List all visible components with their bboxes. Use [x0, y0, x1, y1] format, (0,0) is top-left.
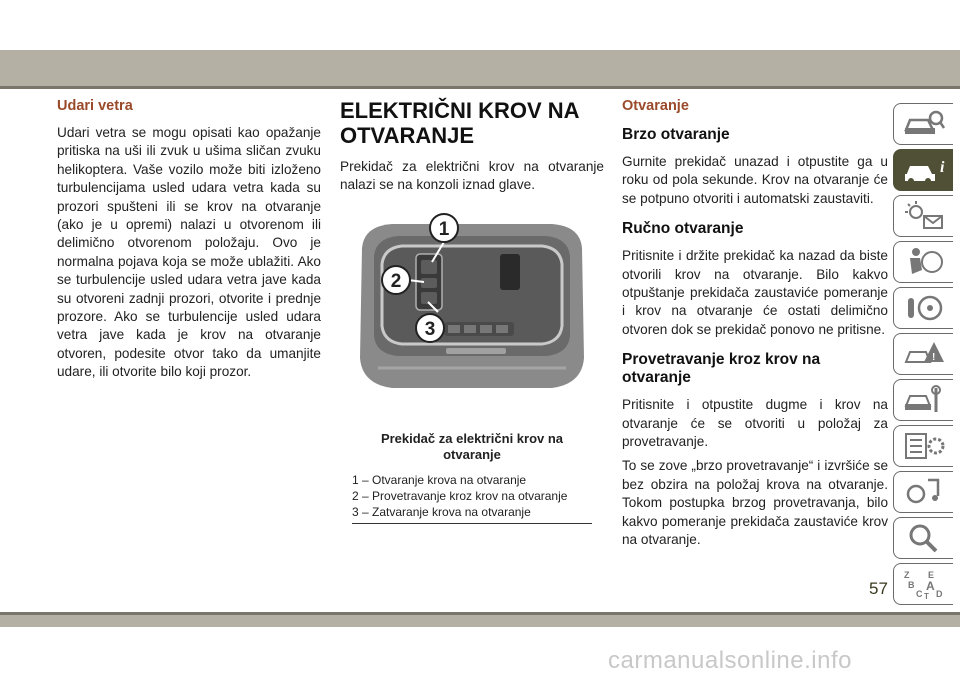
svg-text:3: 3: [424, 319, 436, 340]
sunroof-switch-figure: [352, 208, 590, 418]
figure-legend: [352, 472, 592, 520]
svg-text:2: 2: [390, 271, 402, 292]
tab-car-info[interactable]: [893, 149, 953, 191]
vent-text-1: Pritisnite i otpustite dugme i krov na otvaranje će se otvoriti u položaj za provetravanje.: [622, 397, 888, 450]
car-search-icon: [902, 108, 946, 140]
svg-text:B: B: [908, 580, 915, 590]
column-3: [622, 98, 888, 556]
chapter-tabs: [893, 103, 960, 609]
car-warning-icon: [902, 338, 946, 370]
bottom-band: [0, 615, 960, 627]
tab-steering-wheel[interactable]: [893, 287, 953, 329]
svg-text:T: T: [924, 592, 929, 600]
legend-item: 2 – Provetravanje kroz krov na otvaranje: [352, 489, 568, 503]
caption-line-1: Prekidač za električni krov na: [380, 431, 564, 446]
legend-item: 3 – Zatvaranje krova na otvaranje: [352, 505, 531, 519]
svg-text:1: 1: [438, 219, 450, 240]
tab-light-message[interactable]: [893, 195, 953, 237]
tab-car-warning[interactable]: [893, 333, 953, 375]
callout-1: [430, 214, 458, 242]
music-navigation-icon: [902, 476, 946, 508]
subheading-express-open: Brzo otvaranje: [622, 126, 730, 143]
callout-3: [416, 314, 444, 342]
column-2: [340, 98, 604, 201]
subheading-manual-open: Ručno otvaranje: [622, 220, 744, 238]
svg-text:E: E: [928, 570, 935, 580]
wind-buffeting-text: Udari vetra se mogu opisati kao opažanje pritiska na uši ili zvuk u ušima sličan zvuku helikoptera. Vaše vozilo može biti izloženo turbulencijama usled udara vetra kada su prozori spušteni ili se krov na otvaranje (ako je u opremi) nalazi u otvorenom ili delimično otvorenom položaju. Ovo je normalna pojava koja se može ublažiti. Ako se turbulencije usled udara vetra jave kada su otvoreni zadnji prozori, otvorite i prednje prozore. Ako se turbulencije usled udara vetra jave kada je krov na otvaranje otvoren, podesite otvor tako da umanjite udare, ili otvorite bilo koji prozor.: [57, 125, 321, 380]
index-letters-icon: [902, 568, 946, 600]
column-1: [57, 98, 321, 388]
manual-open-text: Pritisnite i držite prekidač ka nazad da biste otvorili krov na otvaranje. Bilo kakvo otpuštanje prekidača zaustaviće pomeranje i krov na otvaranje će ostati delimično otvoren dok se prekidač ponovo ne pritisne.: [622, 248, 888, 337]
svg-text:C: C: [916, 589, 923, 599]
caption-line-2: otvaranje: [443, 447, 501, 462]
page-number: 57: [869, 579, 888, 598]
legend-rule: [352, 523, 592, 524]
express-open-text: Gurnite prekidač unazad i otpustite ga u roku od pola sekunde. Krov na otvaranje će se potpuno otvoriti i automatski zaustaviti.: [622, 154, 888, 206]
figure-caption: [352, 431, 592, 463]
svg-text:D: D: [936, 589, 943, 599]
tab-magnifier[interactable]: [893, 517, 953, 559]
callout-2: [382, 266, 410, 294]
watermark: carmanualsonline.info: [608, 647, 852, 674]
tab-car-search[interactable]: [893, 103, 953, 145]
checklist-gear-icon: [902, 430, 946, 462]
tab-index[interactable]: [893, 563, 953, 605]
svg-text:!: !: [932, 352, 936, 363]
section-heading-opening: Otvaranje: [622, 98, 689, 114]
intro-text: Prekidač za električni krov na otvaranje nalazi se na konzoli iznad glave.: [340, 159, 604, 193]
svg-text:Z: Z: [904, 570, 910, 580]
page-title: [340, 98, 604, 148]
subheading-vent: Provetravanje kroz krov na otvaranje: [622, 351, 821, 387]
top-rule: [0, 86, 960, 89]
title-line-1: ELEKTRIČNI KROV NA: [340, 98, 580, 123]
tab-music-navigation[interactable]: [893, 471, 953, 513]
car-info-icon: [902, 154, 946, 186]
tab-car-tools[interactable]: [893, 379, 953, 421]
svg-text:A: A: [926, 579, 935, 593]
section-heading-wind-buffeting: Udari vetra: [57, 98, 133, 114]
airbag-person-icon: [902, 246, 946, 278]
legend-item: 1 – Otvaranje krova na otvaranje: [352, 473, 527, 487]
title-line-2: OTVARANJE: [340, 123, 475, 148]
tab-checklist-gear[interactable]: [893, 425, 953, 467]
light-message-icon: [902, 200, 946, 232]
tab-airbag-person[interactable]: [893, 241, 953, 283]
car-tools-icon: [902, 384, 946, 416]
magnifier-icon: [902, 522, 946, 554]
steering-wheel-icon: [902, 292, 946, 324]
vent-text-2: To se zove „brzo provetravanje“ i izvršiće se bez obzira na položaj krova na otvaranje. Tokom postupka brzog provetravanja, bilo kakvo pomeranje prekidača zaustaviće krov na otvaranje.: [622, 458, 888, 548]
top-band: [0, 50, 960, 86]
svg-text:i: i: [940, 159, 945, 176]
